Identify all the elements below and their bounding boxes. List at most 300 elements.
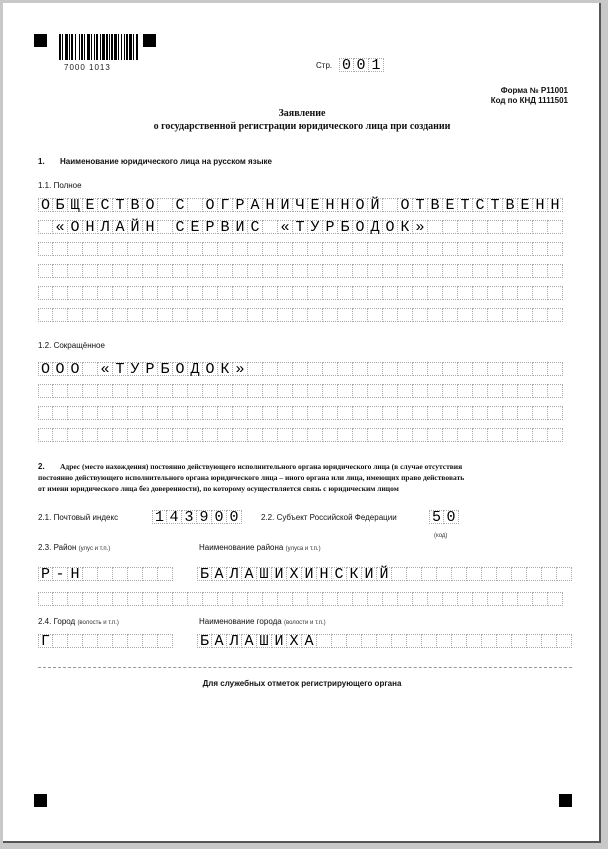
char-cell [428, 406, 443, 420]
barcode-bar [75, 34, 76, 60]
char-cell [503, 406, 518, 420]
name-line [38, 220, 563, 234]
char-cell [533, 384, 548, 398]
char-cell [428, 428, 443, 442]
char-cell [413, 384, 428, 398]
char-cell [83, 567, 98, 581]
char-cell [443, 286, 458, 300]
char-cell [398, 308, 413, 322]
char-cell [173, 286, 188, 300]
char-cell [53, 286, 68, 300]
char-cell [518, 308, 533, 322]
name-line [38, 362, 563, 376]
char-cell [533, 264, 548, 278]
char-cell: С [98, 198, 113, 212]
char-cell [158, 592, 173, 606]
char-cell [392, 567, 407, 581]
char-cell [458, 592, 473, 606]
char-cell [413, 362, 428, 376]
char-cell [533, 428, 548, 442]
char-cell [458, 286, 473, 300]
district-name-hint: (улуса и т.п.) [285, 546, 321, 552]
char-cell: Т [458, 198, 473, 212]
char-cell: Б [197, 634, 212, 648]
char-cell: » [413, 220, 428, 234]
char-cell [422, 567, 437, 581]
char-cell [53, 242, 68, 256]
char-cell [512, 634, 527, 648]
char-cell [293, 286, 308, 300]
char-cell: В [428, 198, 443, 212]
char-cell [128, 384, 143, 398]
char-cell [293, 264, 308, 278]
char-cell [473, 242, 488, 256]
char-cell: С [173, 220, 188, 234]
char-cell [443, 264, 458, 278]
char-cell: Н [338, 198, 353, 212]
char-cell [503, 592, 518, 606]
city-name-label [199, 617, 326, 626]
char-cell [458, 362, 473, 376]
char-cell [353, 264, 368, 278]
char-cell [323, 286, 338, 300]
char-cell: 0 [339, 58, 354, 72]
char-cell [338, 242, 353, 256]
char-cell: С [473, 198, 488, 212]
char-cell [533, 242, 548, 256]
char-cell: Й [368, 198, 383, 212]
name-line [38, 308, 563, 322]
char-cell [158, 406, 173, 420]
char-cell [533, 220, 548, 234]
char-cell [488, 242, 503, 256]
char-cell: О [353, 220, 368, 234]
char-cell: Р [143, 362, 158, 376]
corner-marker-top-left [34, 34, 47, 47]
char-cell [548, 592, 563, 606]
char-cell [548, 362, 563, 376]
barcode-bar [87, 34, 90, 60]
page-number-grid [339, 58, 384, 72]
char-cell: Т [113, 362, 128, 376]
char-cell [308, 242, 323, 256]
char-cell [503, 264, 518, 278]
barcode-bar [69, 34, 70, 60]
char-cell [158, 384, 173, 398]
char-cell [218, 242, 233, 256]
char-cell [518, 264, 533, 278]
char-cell [323, 308, 338, 322]
barcode-bar [118, 34, 119, 60]
char-cell [458, 428, 473, 442]
char-cell: Е [188, 220, 203, 234]
char-cell [527, 634, 542, 648]
char-cell [548, 406, 563, 420]
char-cell [248, 406, 263, 420]
char-cell [248, 428, 263, 442]
corner-marker-bottom-right [559, 794, 572, 807]
barcode-bar [91, 34, 92, 60]
code-hint: (код) [434, 533, 448, 539]
char-cell [173, 428, 188, 442]
char-cell [437, 634, 452, 648]
char-cell: Г [38, 634, 53, 648]
char-cell [473, 428, 488, 442]
char-cell [83, 428, 98, 442]
city-label [38, 617, 119, 626]
char-cell [248, 308, 263, 322]
char-cell [368, 286, 383, 300]
char-cell [473, 592, 488, 606]
char-cell: Б [53, 198, 68, 212]
char-cell [263, 428, 278, 442]
char-cell [278, 308, 293, 322]
char-cell [443, 592, 458, 606]
barcode-bar [114, 34, 117, 60]
char-cell [158, 428, 173, 442]
char-cell [233, 592, 248, 606]
subject-label: 2.2. Субъект Российской Федерации [261, 513, 397, 522]
barcode-bar [106, 34, 108, 60]
char-cell: Н [533, 198, 548, 212]
char-cell: О [38, 362, 53, 376]
char-cell [368, 428, 383, 442]
char-cell [437, 567, 452, 581]
char-cell [428, 384, 443, 398]
char-cell: Е [518, 198, 533, 212]
barcode-bar [96, 34, 98, 60]
short-name-label: 1.2. Сокращённое [38, 341, 105, 350]
char-cell: Л [98, 220, 113, 234]
char-cell [323, 592, 338, 606]
char-cell [143, 264, 158, 278]
subject-code-grid [429, 510, 459, 524]
char-cell [353, 428, 368, 442]
char-cell [83, 286, 98, 300]
char-cell [53, 634, 68, 648]
char-cell [203, 242, 218, 256]
char-cell [443, 384, 458, 398]
barcode-bar [71, 34, 73, 60]
char-cell: « [98, 362, 113, 376]
district-extra-grid [38, 592, 563, 606]
char-cell: Е [308, 198, 323, 212]
page-title: Заявление [278, 108, 326, 119]
district-name-label [199, 543, 321, 552]
char-cell [173, 264, 188, 278]
char-cell [203, 428, 218, 442]
char-cell: А [302, 634, 317, 648]
char-cell: Р [323, 220, 338, 234]
barcode [59, 34, 139, 62]
char-cell: Р [233, 198, 248, 212]
char-cell [233, 406, 248, 420]
char-cell: О [38, 198, 53, 212]
char-cell [293, 242, 308, 256]
char-cell [383, 362, 398, 376]
char-cell [233, 264, 248, 278]
char-cell [98, 428, 113, 442]
char-cell [473, 362, 488, 376]
char-cell [38, 406, 53, 420]
char-cell [38, 384, 53, 398]
char-cell: Н [83, 220, 98, 234]
char-cell [533, 406, 548, 420]
char-cell [353, 242, 368, 256]
char-cell [488, 406, 503, 420]
char-cell [452, 567, 467, 581]
char-cell [98, 264, 113, 278]
barcode-bar [109, 34, 110, 60]
char-cell [203, 308, 218, 322]
char-cell [98, 592, 113, 606]
char-cell [113, 264, 128, 278]
char-cell [347, 634, 362, 648]
char-cell [497, 634, 512, 648]
char-cell [113, 567, 128, 581]
char-cell [143, 428, 158, 442]
char-cell [392, 634, 407, 648]
char-cell: Н [323, 198, 338, 212]
char-cell: 0 [444, 510, 459, 524]
char-cell [128, 406, 143, 420]
barcode-bar [62, 34, 63, 60]
char-cell [233, 286, 248, 300]
char-cell [338, 308, 353, 322]
char-cell [233, 242, 248, 256]
char-cell [398, 264, 413, 278]
char-cell [428, 242, 443, 256]
char-cell [482, 634, 497, 648]
char-cell [473, 384, 488, 398]
char-cell [113, 242, 128, 256]
char-cell [548, 264, 563, 278]
char-cell [38, 592, 53, 606]
char-cell [53, 406, 68, 420]
char-cell [413, 286, 428, 300]
char-cell [368, 592, 383, 606]
char-cell [488, 308, 503, 322]
char-cell [188, 242, 203, 256]
char-cell [278, 242, 293, 256]
char-cell [407, 634, 422, 648]
char-cell [473, 406, 488, 420]
char-cell [443, 362, 458, 376]
char-cell [263, 286, 278, 300]
char-cell [173, 384, 188, 398]
char-cell [143, 384, 158, 398]
char-cell [263, 362, 278, 376]
char-cell [503, 428, 518, 442]
char-cell [53, 428, 68, 442]
city-hint: (волость и т.п.) [77, 620, 119, 626]
char-cell [422, 634, 437, 648]
city-type-grid [38, 634, 173, 648]
section2-heading-line: Адрес (место нахождения) постоянно действующего исполнительного органа юридического лица (в случае отсутствия [60, 462, 463, 471]
char-cell [188, 198, 203, 212]
char-cell: О [68, 362, 83, 376]
char-cell [263, 592, 278, 606]
char-cell: С [248, 220, 263, 234]
section2-heading-cont [38, 472, 580, 494]
char-cell [428, 264, 443, 278]
char-cell [188, 406, 203, 420]
char-cell [113, 286, 128, 300]
char-cell [533, 362, 548, 376]
char-cell [458, 242, 473, 256]
char-cell [368, 242, 383, 256]
char-cell: И [233, 220, 248, 234]
char-cell [503, 308, 518, 322]
name-line [38, 286, 563, 300]
char-cell [338, 362, 353, 376]
char-cell [443, 220, 458, 234]
char-cell [548, 384, 563, 398]
char-cell: Т [113, 198, 128, 212]
char-cell: О [383, 220, 398, 234]
section2-heading [60, 461, 580, 472]
char-cell [398, 362, 413, 376]
section2-heading-line: постоянно действующего исполнительного органа юридического лица – иного органа или лица, имеющих право действовать [38, 473, 465, 482]
char-cell: А [242, 634, 257, 648]
name-line [38, 264, 563, 278]
char-cell [368, 406, 383, 420]
char-cell [317, 634, 332, 648]
char-cell: И [272, 634, 287, 648]
char-cell [413, 264, 428, 278]
char-cell: « [53, 220, 68, 234]
char-cell [443, 242, 458, 256]
char-cell [293, 406, 308, 420]
char-cell [158, 242, 173, 256]
char-cell [548, 308, 563, 322]
char-cell [143, 286, 158, 300]
char-cell [143, 308, 158, 322]
char-cell [458, 384, 473, 398]
char-cell [158, 198, 173, 212]
char-cell [323, 264, 338, 278]
char-cell [98, 634, 113, 648]
char-cell: 0 [227, 510, 242, 524]
barcode-bar [133, 34, 134, 60]
char-cell [278, 592, 293, 606]
char-cell [218, 384, 233, 398]
char-cell [398, 406, 413, 420]
char-cell: Б [197, 567, 212, 581]
char-cell [308, 384, 323, 398]
char-cell [188, 592, 203, 606]
char-cell [488, 592, 503, 606]
char-cell [488, 286, 503, 300]
char-cell: Е [443, 198, 458, 212]
char-cell: Ч [293, 198, 308, 212]
char-cell: Т [293, 220, 308, 234]
district-hint: (улус и т.п.) [78, 546, 111, 552]
char-cell [548, 242, 563, 256]
char-cell [68, 308, 83, 322]
char-cell [173, 406, 188, 420]
name-line [38, 384, 563, 398]
char-cell [503, 384, 518, 398]
char-cell: 0 [212, 510, 227, 524]
char-cell [68, 286, 83, 300]
char-cell [542, 567, 557, 581]
char-cell: Й [128, 220, 143, 234]
char-cell [128, 567, 143, 581]
char-cell [68, 264, 83, 278]
char-cell: К [398, 220, 413, 234]
char-cell [353, 406, 368, 420]
char-cell: Л [227, 634, 242, 648]
char-cell [353, 362, 368, 376]
char-cell [128, 242, 143, 256]
char-cell [473, 286, 488, 300]
char-cell [542, 634, 557, 648]
char-cell [308, 308, 323, 322]
char-cell [203, 384, 218, 398]
char-cell [68, 384, 83, 398]
char-cell [248, 242, 263, 256]
char-cell: 5 [429, 510, 444, 524]
char-cell [293, 428, 308, 442]
char-cell [158, 264, 173, 278]
char-cell: В [128, 198, 143, 212]
char-cell [353, 384, 368, 398]
char-cell: К [347, 567, 362, 581]
corner-marker-top-right [143, 34, 156, 47]
char-cell: Н [68, 567, 83, 581]
char-cell [458, 308, 473, 322]
char-cell [338, 592, 353, 606]
char-cell [398, 242, 413, 256]
char-cell: Д [368, 220, 383, 234]
char-cell [83, 592, 98, 606]
char-cell [308, 362, 323, 376]
char-cell [458, 406, 473, 420]
barcode-number: 7000 1013 [64, 63, 111, 72]
char-cell [203, 406, 218, 420]
barcode-bar [81, 34, 83, 60]
char-cell: Н [548, 198, 563, 212]
char-cell: Б [158, 362, 173, 376]
char-cell: О [203, 198, 218, 212]
char-cell [518, 428, 533, 442]
char-cell [113, 428, 128, 442]
barcode-bar [124, 34, 125, 60]
char-cell [332, 634, 347, 648]
char-cell [557, 567, 572, 581]
char-cell [203, 264, 218, 278]
barcode-bar [100, 34, 101, 60]
char-cell [503, 220, 518, 234]
char-cell [383, 198, 398, 212]
char-cell [158, 567, 173, 581]
char-cell [173, 592, 188, 606]
full-name-label: 1.1. Полное [38, 181, 82, 190]
char-cell [113, 384, 128, 398]
char-cell [368, 308, 383, 322]
name-line [38, 198, 563, 212]
char-cell [338, 384, 353, 398]
char-cell [428, 592, 443, 606]
char-cell [143, 634, 158, 648]
form-page [3, 3, 601, 843]
char-cell [428, 220, 443, 234]
char-cell [338, 264, 353, 278]
char-cell: Н [143, 220, 158, 234]
char-cell [503, 242, 518, 256]
char-cell [218, 308, 233, 322]
